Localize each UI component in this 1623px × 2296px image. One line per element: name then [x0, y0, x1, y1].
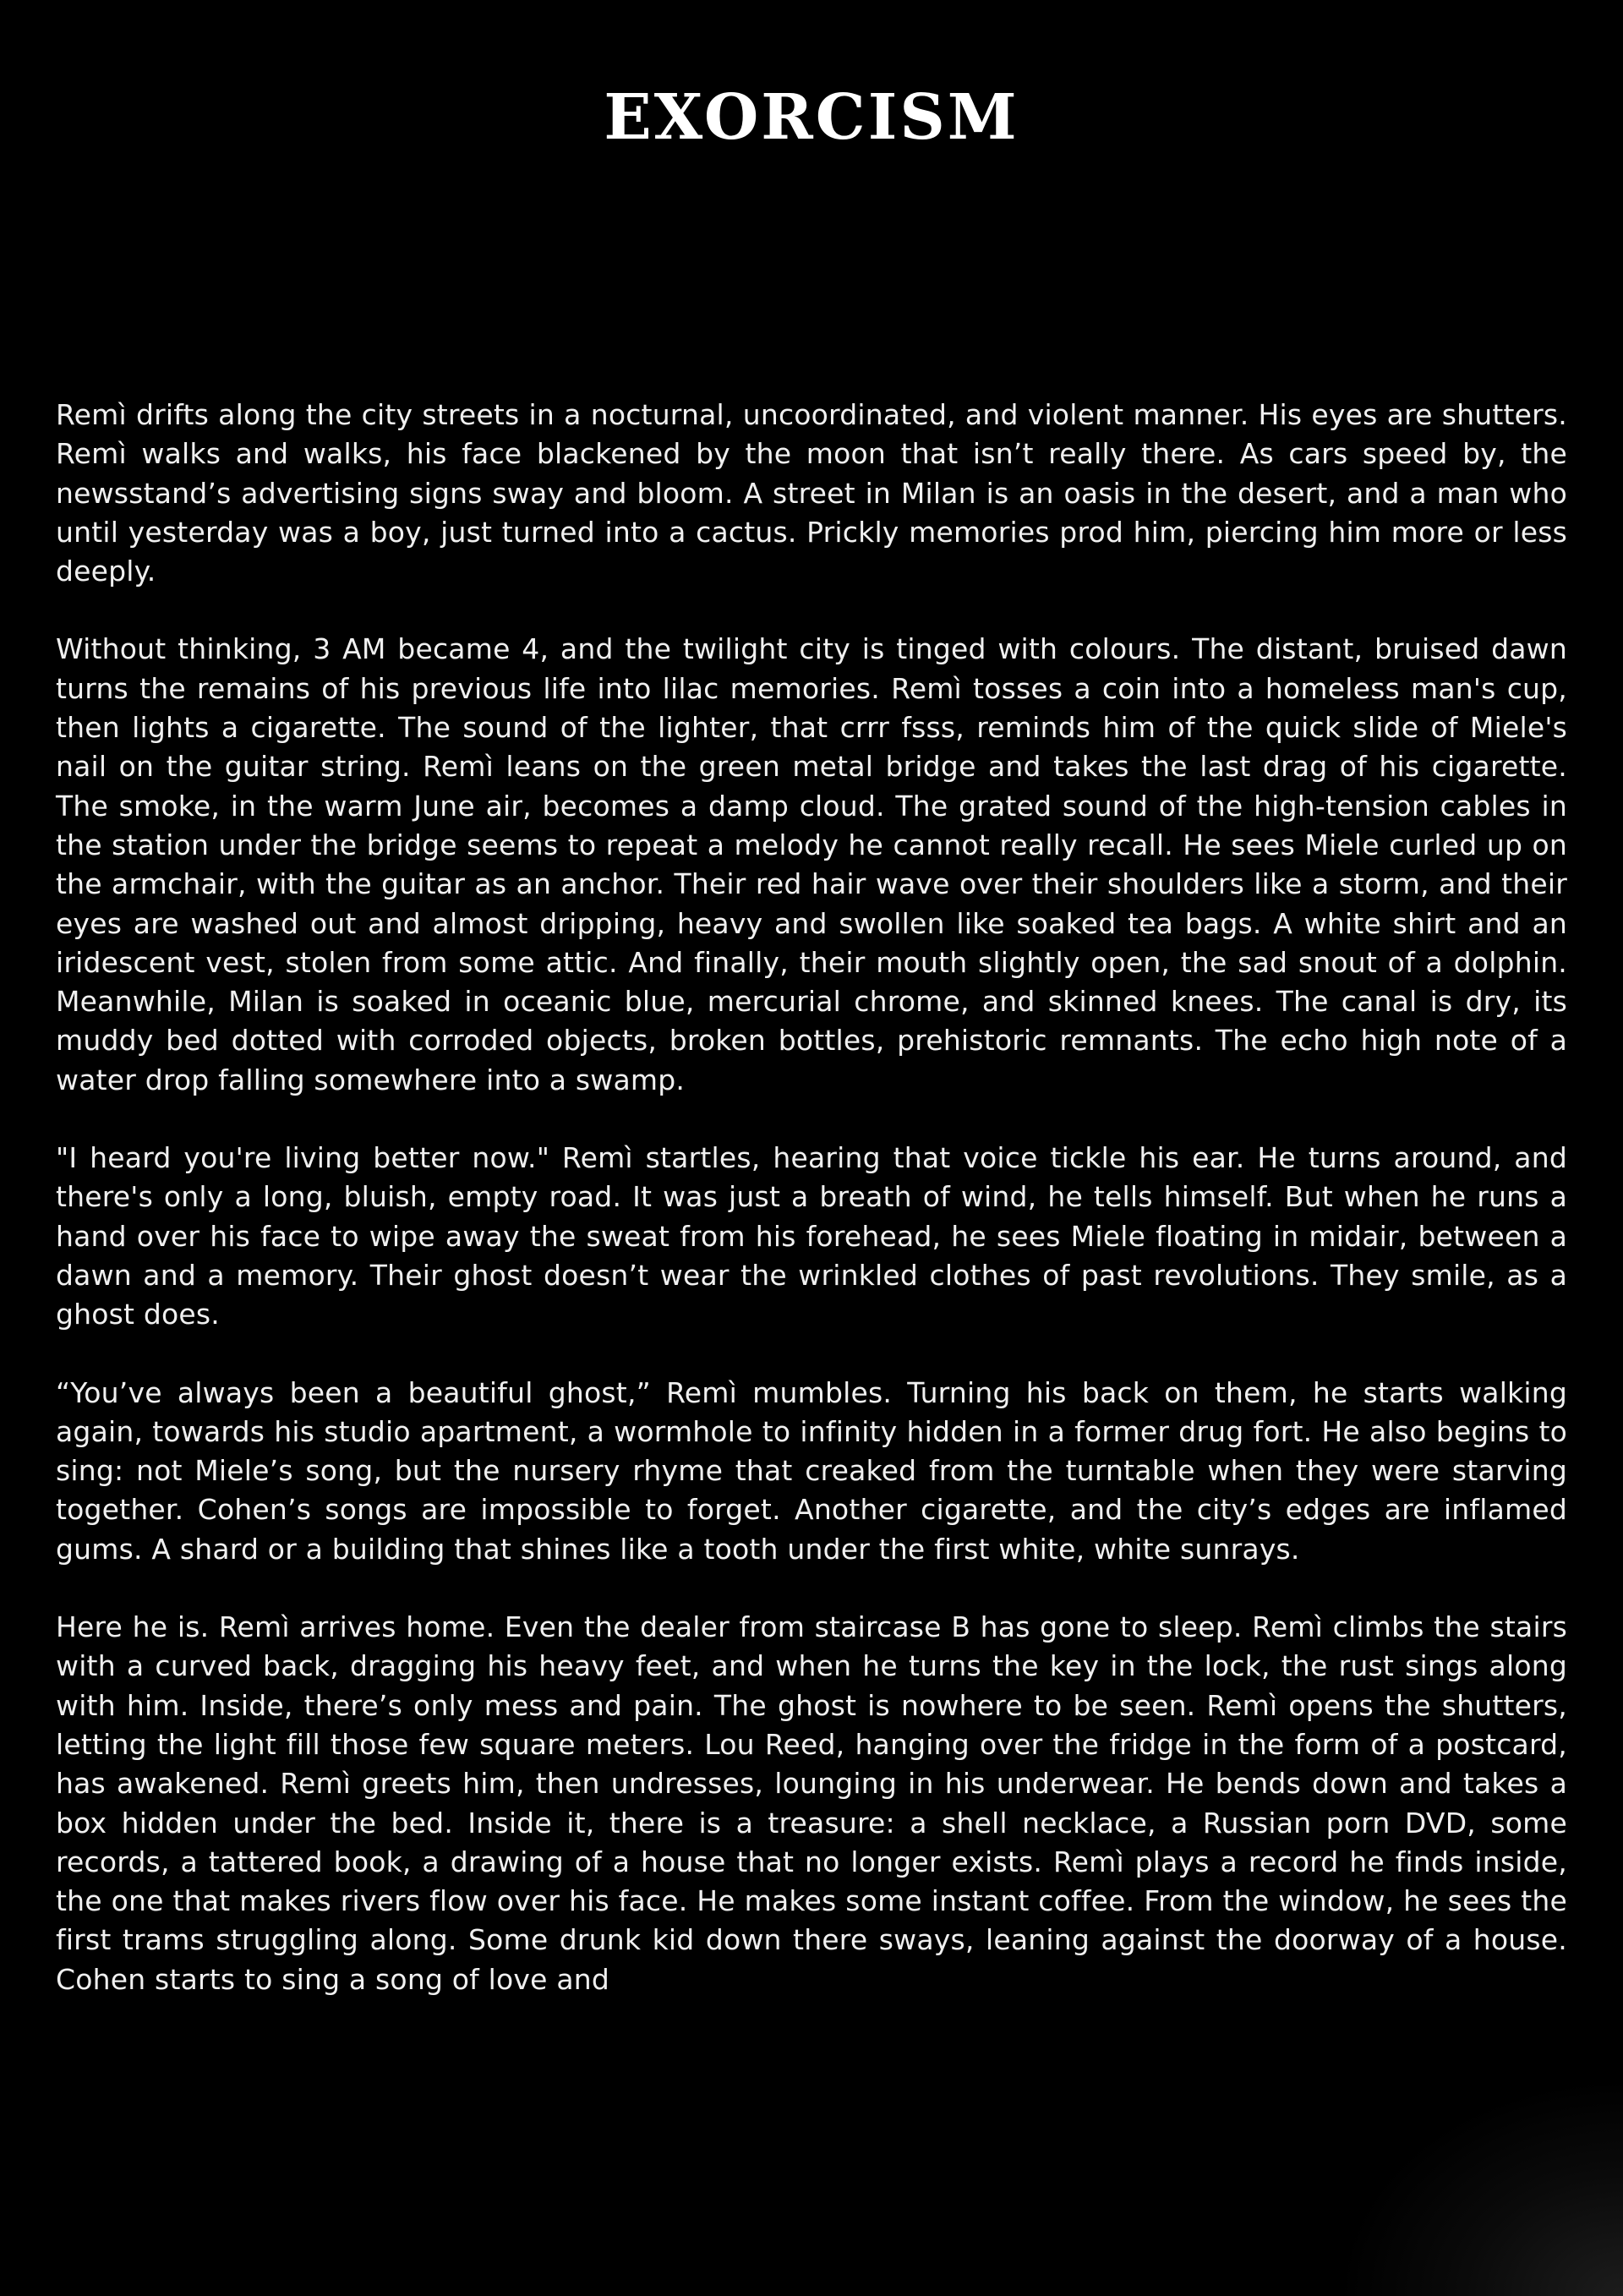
- paragraph: Remì drifts along the city streets in a nocturnal, uncoordinated, and violent manner. His eyes are shutters. Remì walks and walks, his face blackened by the moon that isn’t really there. As cars speed by, the newsstand’s advertising signs sway and bloom. A street in Milan is an oasis in the desert, and a man who until yesterday was a boy, just turned into a cactus. Prickly memories prod him, piercing him more or less deeply.: [56, 398, 1567, 588]
- paragraph: Here he is. Remì arrives home. Even the dealer from staircase B has gone to sleep. Remì climbs the stairs with a curved back, dragging his heavy feet, and when he turns the key in the lock, the rust sings along with him. Inside, there’s only mess and pain. The ghost is nowhere to be seen. Remì opens the shutters, letting the light fill those few square meters. Lou Reed, hanging over the fridge in the form of a postcard, has awakened. Remì greets him, then undresses, lounging in his underwear. He bends down and takes a box hidden under the bed. Inside it, there is a treasure: a shell necklace, a Russian porn DVD, some records, a tattered book, a drawing of a house that no longer exists. Remì plays a record he finds inside, the one that makes rivers flow over his face. He makes some instant coffee. From the window, he sees the first trams struggling along. Some drunk kid down there sways, leaning against the doorway of a house. Cohen starts to sing a song of love and: [56, 1610, 1567, 1996]
- paragraph: Without thinking, 3 AM became 4, and the twilight city is tinged with colours. The distant, bruised dawn turns the remains of his previous life into lilac memories. Remì tosses a coin into a homeless man's cup, then lights a cigarette. The sound of the lighter, that crrr fsss, reminds him of the quick slide of Miele's nail on the guitar string. Remì leans on the green metal bridge and takes the last drag of his cigarette. The smoke, in the warm June air, becomes a damp cloud. The grated sound of the high-tension cables in the station under the bridge seems to repeat a melody he cannot really recall. He sees Miele curled up on the armchair, with the guitar as an anchor. Their red hair wave over their shoulders like a storm, and their eyes are washed out and almost dripping, heavy and swollen like soaked tea bags. A white shirt and an iridescent vest, stolen from some attic. And finally, their mouth slightly open, the sad snout of a dolphin. Meanwhile, Milan is soaked in oceanic blue, mercurial chrome, and skinned knees. The canal is dry, its muddy bed dotted with corroded objects, broken bottles, prehistoric remnants. The echo high note of a water drop falling somewhere into a swamp.: [56, 632, 1567, 1096]
- story-title: EXORCISM: [604, 81, 1019, 154]
- paragraph: "I heard you're living better now." Remì startles, hearing that voice tickle his ear. He turns around, and there's only a long, bluish, empty road. It was just a breath of wind, he tells himself. But when he runs a hand over his face to wipe away the sweat from his forehead, he sees Miele floating in midair, between a dawn and a memory. Their ghost doesn’t wear the wrinkled clothes of past revolutions. They smile, as a ghost does.: [56, 1141, 1567, 1331]
- paragraph: “You’ve always been a beautiful ghost,” Remì mumbles. Turning his back on them, he starts walking again, towards his studio apartment, a wormhole to infinity hidden in a former drug fort. He also begins to sing: not Miele’s song, but the nursery rhyme that creaked from the turntable when they were starving together. Cohen’s songs are impossible to forget. Another cigarette, and the city’s edges are inflamed gums. A shard or a building that shines like a tooth under the first white, white sunrays.: [56, 1375, 1567, 1566]
- story-body: [56, 396, 1567, 2038]
